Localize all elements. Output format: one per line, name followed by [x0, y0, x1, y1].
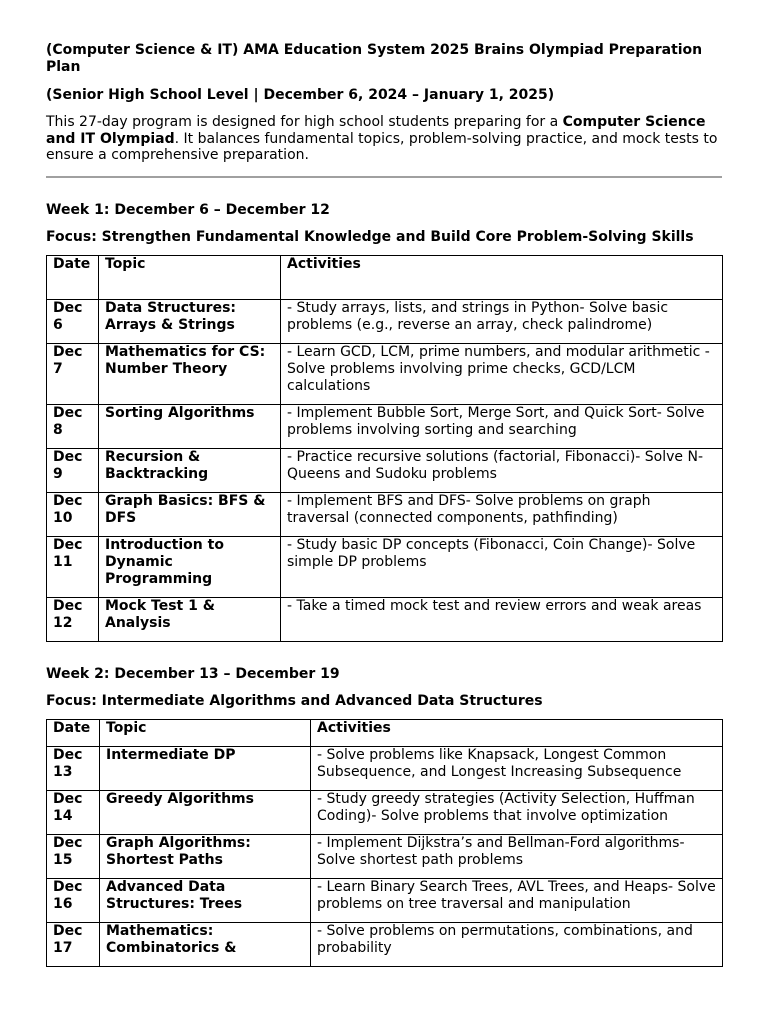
- table-row: [47, 299, 723, 343]
- row-activities: - Implement Dijkstra’s and Bellman-Ford algorithms- Solve shortest path problems: [311, 834, 723, 878]
- row-topic: Graph Algorithms: Shortest Paths: [100, 834, 311, 878]
- document-title: (Computer Science & IT) AMA Education System 2025 Brains Olympiad Preparation Plan: [46, 42, 703, 75]
- week-1-focus: Focus: Strengthen Fundamental Knowledge and Build Core Problem-Solving Skills: [46, 228, 694, 245]
- row-topic: Advanced Data Structures: Trees: [100, 878, 311, 922]
- row-date: Dec 7: [47, 343, 99, 404]
- row-activities: - Study greedy strategies (Activity Selection, Huffman Coding)- Solve problems that involve optimization: [311, 790, 723, 834]
- row-date: Dec 6: [47, 299, 99, 343]
- week-2-focus: Focus: Intermediate Algorithms and Advanced Data Structures: [46, 692, 543, 709]
- row-topic: Introduction to Dynamic Programming: [99, 536, 281, 597]
- row-activities: - Learn GCD, LCM, prime numbers, and modular arithmetic - Solve problems involving prime checks, GCD/LCM calculations: [281, 343, 723, 404]
- table-row: [47, 404, 723, 448]
- table-row: [47, 746, 723, 790]
- row-date: Dec 15: [47, 834, 100, 878]
- row-activities: - Solve problems like Knapsack, Longest Common Subsequence, and Longest Increasing Subsequence: [311, 746, 723, 790]
- document-page: [46, 42, 722, 967]
- column-header-topic: Topic: [99, 255, 281, 299]
- column-header-topic: Topic: [100, 719, 311, 746]
- row-activities: - Take a timed mock test and review errors and weak areas: [281, 597, 723, 641]
- table-row: [47, 922, 723, 966]
- row-activities: - Study arrays, lists, and strings in Python- Solve basic problems (e.g., reverse an array, check palindrome): [281, 299, 723, 343]
- row-activities: - Practice recursive solutions (factorial, Fibonacci)- Solve N-Queens and Sudoku problems: [281, 448, 723, 492]
- row-topic: Mathematics: Combinatorics &: [100, 922, 311, 966]
- table-row: [47, 878, 723, 922]
- row-topic: Intermediate DP: [100, 746, 311, 790]
- row-topic: Recursion & Backtracking: [99, 448, 281, 492]
- row-activities: - Solve problems on permutations, combinations, and probability: [311, 922, 723, 966]
- week-1-heading: Week 1: December 6 – December 12: [46, 201, 330, 218]
- week-2-table: [46, 719, 723, 967]
- row-date: Dec 17: [47, 922, 100, 966]
- row-topic: Sorting Algorithms: [99, 404, 281, 448]
- row-date: Dec 16: [47, 878, 100, 922]
- row-date: Dec 14: [47, 790, 100, 834]
- intro-text-end: . It balances fundamental topics, problem-solving practice, and mock tests to ensure a comprehensive preparation.: [46, 130, 718, 163]
- row-topic: Graph Basics: BFS & DFS: [99, 492, 281, 536]
- row-topic: Mathematics for CS: Number Theory: [99, 343, 281, 404]
- column-header-date: Date: [47, 255, 99, 299]
- section-divider: [46, 176, 722, 178]
- row-date: Dec 10: [47, 492, 99, 536]
- week-1-table: [46, 255, 723, 642]
- table-header-row: [47, 719, 723, 746]
- table-row: [47, 597, 723, 641]
- table-row: [47, 536, 723, 597]
- row-topic: Mock Test 1 & Analysis: [99, 597, 281, 641]
- row-activities: - Implement Bubble Sort, Merge Sort, and Quick Sort- Solve problems involving sorting and searching: [281, 404, 723, 448]
- document-subtitle: (Senior High School Level | December 6, 2024 – January 1, 2025): [46, 87, 555, 103]
- row-activities: - Implement BFS and DFS- Solve problems on graph traversal (connected components, pathfinding): [281, 492, 723, 536]
- column-header-activities: Activities: [311, 719, 723, 746]
- row-topic: Greedy Algorithms: [100, 790, 311, 834]
- table-row: [47, 448, 723, 492]
- intro-paragraph: [46, 114, 722, 164]
- column-header-activities: Activities: [281, 255, 723, 299]
- week-2-heading: Week 2: December 13 – December 19: [46, 665, 340, 682]
- table-row: [47, 343, 723, 404]
- table-row: [47, 492, 723, 536]
- table-row: [47, 790, 723, 834]
- intro-text-start: This 27-day program is designed for high school students preparing for a: [46, 114, 563, 130]
- table-header-row: [47, 255, 723, 299]
- row-date: Dec 11: [47, 536, 99, 597]
- column-header-date: Date: [47, 719, 100, 746]
- intro-text-emphasis: Computer Science and IT Olympiad: [46, 114, 706, 147]
- row-activities: - Study basic DP concepts (Fibonacci, Coin Change)- Solve simple DP problems: [281, 536, 723, 597]
- row-activities: - Learn Binary Search Trees, AVL Trees, and Heaps- Solve problems on tree traversal and manipulation: [311, 878, 723, 922]
- row-date: Dec 13: [47, 746, 100, 790]
- row-date: Dec 9: [47, 448, 99, 492]
- row-date: Dec 8: [47, 404, 99, 448]
- row-date: Dec 12: [47, 597, 99, 641]
- table-row: [47, 834, 723, 878]
- row-topic: Data Structures: Arrays & Strings: [99, 299, 281, 343]
